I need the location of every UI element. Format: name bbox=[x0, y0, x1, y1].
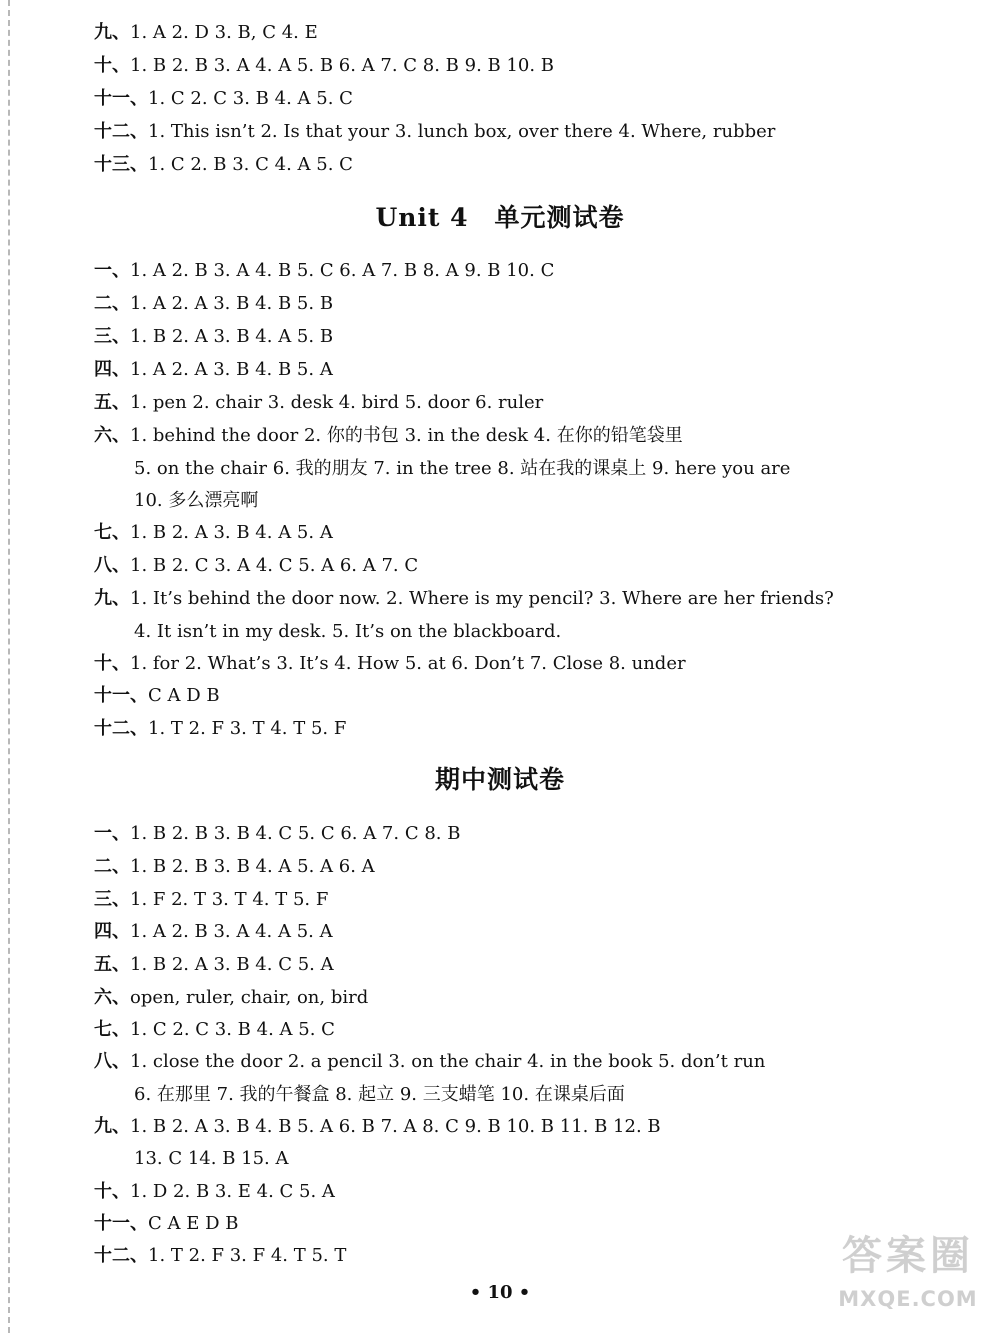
section-label: 六、 bbox=[94, 425, 130, 446]
answer-text: 1. C 2. C 3. B 4. A 5. C bbox=[130, 1019, 335, 1040]
answer-line bbox=[94, 289, 960, 319]
answer-text: 1. A 2. B 3. A 4. B 5. C 6. A 7. B 8. A 9. B 10. C bbox=[130, 260, 555, 281]
answer-text: 1. B 2. A 3. B 4. B 5. A 6. B 7. A 8. C 9. B 10. B 11. B 12. B bbox=[130, 1116, 661, 1137]
answer-text: 1. T 2. F 3. T 4. T 5. F bbox=[148, 718, 347, 739]
answer-line bbox=[94, 355, 960, 385]
answer-text: open, ruler, chair, on, bird bbox=[130, 987, 369, 1008]
section-label: 十、 bbox=[94, 55, 130, 76]
answer-line bbox=[94, 421, 960, 451]
section-label: 十二、 bbox=[94, 1245, 148, 1266]
answer-text: 1. pen 2. chair 3. desk 4. bird 5. door 6. ruler bbox=[130, 392, 544, 413]
section-label: 八、 bbox=[94, 1051, 130, 1072]
answer-line bbox=[94, 1112, 960, 1142]
section-label: 十二、 bbox=[94, 718, 148, 739]
answer-text: 1. B 2. A 3. B 4. A 5. B bbox=[130, 326, 334, 347]
section-label: 二、 bbox=[94, 293, 130, 314]
section-label: 五、 bbox=[94, 392, 130, 413]
answer-text: 1. A 2. A 3. B 4. B 5. B bbox=[130, 293, 334, 314]
answer-line bbox=[94, 518, 960, 548]
answer-line-continued bbox=[134, 486, 960, 516]
watermark-site-text: MXQE.COM bbox=[838, 1287, 978, 1311]
section-label: 三、 bbox=[94, 326, 130, 347]
answer-line bbox=[94, 51, 960, 81]
answer-text: 1. C 2. B 3. C 4. A 5. C bbox=[148, 154, 353, 175]
section-label: 十二、 bbox=[94, 121, 148, 142]
answer-line bbox=[94, 150, 960, 180]
section-label: 十一、 bbox=[94, 88, 148, 109]
answer-text: 1. B 2. B 3. A 4. A 5. B 6. A 7. C 8. B 9. B 10. B bbox=[130, 55, 555, 76]
answer-line bbox=[94, 714, 960, 744]
answer-text: 6. 在那里 7. 我的午餐盒 8. 起立 9. 三支蜡笔 10. 在课桌后面 bbox=[134, 1084, 625, 1105]
answer-line bbox=[94, 18, 960, 48]
answer-text: 1. C 2. C 3. B 4. A 5. C bbox=[148, 88, 353, 109]
answer-text: 1. for 2. What’s 3. It’s 4. How 5. at 6. Don’t 7. Close 8. under bbox=[130, 653, 686, 674]
answer-line bbox=[94, 917, 960, 947]
answer-text: 1. behind the door 2. 你的书包 3. in the desk 4. 在你的铅笔袋里 bbox=[130, 425, 683, 446]
section-label: 六、 bbox=[94, 987, 130, 1008]
answer-line bbox=[94, 950, 960, 980]
answer-text: 1. B 2. B 3. B 4. C 5. C 6. A 7. C 8. B bbox=[130, 823, 461, 844]
answer-text: 10. 多么漂亮啊 bbox=[134, 490, 259, 511]
answer-line-continued bbox=[134, 1144, 960, 1174]
section-label: 四、 bbox=[94, 921, 130, 942]
answer-text: 1. B 2. C 3. A 4. C 5. A 6. A 7. C bbox=[130, 555, 419, 576]
answer-line bbox=[94, 649, 960, 679]
answer-text: 1. T 2. F 3. F 4. T 5. T bbox=[148, 1245, 347, 1266]
answer-line bbox=[94, 256, 960, 286]
section-label: 十、 bbox=[94, 1181, 130, 1202]
section-label: 三、 bbox=[94, 889, 130, 910]
page-number: • 10 • bbox=[469, 1282, 531, 1303]
section-heading-midterm: 期中测试卷 bbox=[434, 765, 565, 794]
answer-text: 5. on the chair 6. 我的朋友 7. in the tree 8. 站在我的课桌上 9. here you are bbox=[134, 458, 791, 479]
answer-text: 1. D 2. B 3. E 4. C 5. A bbox=[130, 1181, 335, 1202]
section-label: 十一、 bbox=[94, 1213, 148, 1234]
answer-text: 4. It isn’t in my desk. 5. It’s on the blackboard. bbox=[134, 621, 562, 642]
answer-line bbox=[94, 885, 960, 915]
answer-text: 1. A 2. A 3. B 4. B 5. A bbox=[130, 359, 333, 380]
section-label: 一、 bbox=[94, 260, 130, 281]
section-label: 八、 bbox=[94, 555, 130, 576]
section-heading-unit4: Unit 4 单元测试卷 bbox=[375, 203, 625, 232]
answer-line bbox=[94, 819, 960, 849]
section-label: 七、 bbox=[94, 522, 130, 543]
section-label: 十三、 bbox=[94, 154, 148, 175]
answer-line bbox=[94, 322, 960, 352]
answer-text: C A D B bbox=[148, 685, 220, 706]
answer-text: 13. C 14. B 15. A bbox=[134, 1148, 289, 1169]
answer-line bbox=[94, 852, 960, 882]
section-label: 二、 bbox=[94, 856, 130, 877]
answer-text: 1. A 2. D 3. B, C 4. E bbox=[130, 22, 318, 43]
answer-text: 1. B 2. A 3. B 4. C 5. A bbox=[130, 954, 334, 975]
answer-line-continued bbox=[134, 1080, 960, 1110]
answer-line bbox=[94, 84, 960, 114]
answer-line-continued bbox=[134, 454, 960, 484]
section-label: 十一、 bbox=[94, 685, 148, 706]
answer-line-continued bbox=[134, 617, 960, 647]
section-label: 四、 bbox=[94, 359, 130, 380]
answer-text: 1. It’s behind the door now. 2. Where is my pencil? 3. Where are her friends? bbox=[130, 588, 834, 609]
answer-line bbox=[94, 1047, 960, 1077]
answer-line bbox=[94, 1177, 960, 1207]
section-label: 九、 bbox=[94, 588, 130, 609]
answer-text: 1. close the door 2. a pencil 3. on the chair 4. in the book 5. don’t run bbox=[130, 1051, 766, 1072]
section-label: 七、 bbox=[94, 1019, 130, 1040]
answer-text: 1. B 2. A 3. B 4. A 5. A bbox=[130, 522, 333, 543]
answer-text: C A E D B bbox=[148, 1213, 239, 1234]
answer-text: 1. A 2. B 3. A 4. A 5. A bbox=[130, 921, 333, 942]
watermark-logo-text: 答案圈 bbox=[842, 1233, 974, 1279]
answer-text: 1. This isn’t 2. Is that your 3. lunch box, over there 4. Where, rubber bbox=[148, 121, 776, 142]
answer-line bbox=[94, 388, 960, 418]
section-label: 五、 bbox=[94, 954, 130, 975]
section-label: 十、 bbox=[94, 653, 130, 674]
section-label: 九、 bbox=[94, 1116, 130, 1137]
answer-line bbox=[94, 584, 960, 614]
section-label: 一、 bbox=[94, 823, 130, 844]
answer-text: 1. B 2. B 3. B 4. A 5. A 6. A bbox=[130, 856, 375, 877]
answer-line bbox=[94, 681, 960, 711]
answer-line bbox=[94, 117, 960, 147]
watermark-logo bbox=[820, 1228, 996, 1328]
section-label: 九、 bbox=[94, 22, 130, 43]
answer-line bbox=[94, 551, 960, 581]
answer-line bbox=[94, 983, 960, 1013]
answer-text: 1. F 2. T 3. T 4. T 5. F bbox=[130, 889, 329, 910]
answer-line bbox=[94, 1015, 960, 1045]
